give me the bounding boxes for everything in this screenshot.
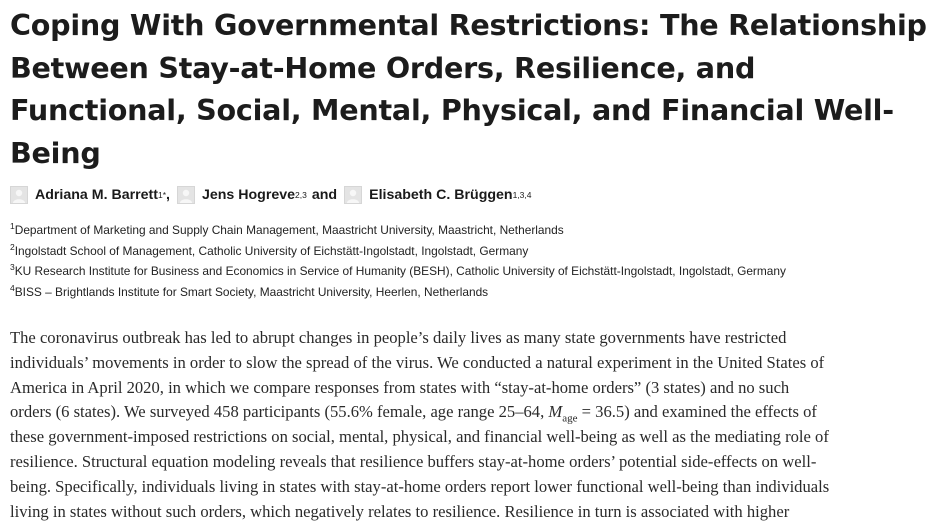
abstract-line: living in states without such orders, which negatively relates to resilience. Resilience in turn is associated with higher — [10, 501, 790, 521]
abstract-line: these government-imposed restrictions on social, mental, physical, and financial well-being as well as the mediating role of — [10, 427, 829, 447]
author-list — [10, 185, 531, 205]
author-name[interactable]: Adriana M. Barrett — [35, 187, 158, 203]
affiliation-text: KU Research Institute for Business and Economics in Service of Humanity (BESH), Catholic University of Eichstätt-Ingolstadt, Ingolstadt, Germany — [14, 264, 786, 279]
article-title — [10, 4, 932, 174]
author-hogreve[interactable]: Jens Hogreve 2,3 and — [177, 186, 337, 204]
abstract-line: individuals’ movements in order to slow the spread of the virus. We conducted a natural experiment in the United States of — [10, 352, 825, 372]
affiliation-item — [10, 282, 786, 303]
affiliation-number: 3 — [10, 262, 15, 273]
author-barrett[interactable]: Adriana M. Barrett 1* , — [10, 186, 170, 204]
person-silhouette-icon — [10, 186, 28, 204]
title-line: Between Stay-at-Home Orders, Resilience, and — [10, 50, 756, 85]
abstract-text: = 36.5) and examined the effects of — [577, 402, 817, 422]
abstract-text: orders (6 states). We surveyed 458 participants (55.6% female, age range 25–64, — [10, 402, 549, 422]
abstract-line: The coronavirus outbreak has led to abrupt changes in people’s daily lives as many state governments have restricted — [10, 328, 787, 347]
title-line: Being — [10, 135, 101, 170]
mean-subscript: age — [562, 412, 578, 425]
abstract-line: being. Specifically, individuals living in states with stay-at-home orders report lower functional well-being than individuals — [10, 476, 830, 496]
affiliation-text: Ingolstadt School of Management, Catholic University of Eichstätt-Ingolstadt, Ingolstadt, Germany — [14, 243, 529, 258]
author-bruggen[interactable]: Elisabeth C. Brüggen 1,3,4 — [344, 186, 531, 204]
person-silhouette-icon — [177, 186, 195, 204]
person-silhouette-icon — [344, 186, 362, 204]
affiliation-number: 1 — [10, 221, 15, 232]
affiliation-number: 2 — [10, 241, 15, 252]
abstract-line — [10, 400, 930, 425]
mean-symbol: M — [548, 402, 563, 422]
author-name[interactable]: Jens Hogreve — [201, 187, 296, 203]
abstract-line: resilience. Structural equation modeling reveals that resilience buffers stay-at-home orders’ potential side-effects on well- — [10, 451, 817, 471]
author-name[interactable]: Elisabeth C. Brüggen — [369, 187, 513, 203]
affiliation-text: BISS – Brightlands Institute for Smart Society, Maastricht University, Heerlen, Netherlands — [14, 285, 489, 300]
affiliation-text: Department of Marketing and Supply Chain Management, Maastricht University, Maastricht, Netherlands — [14, 223, 564, 237]
title-line: Functional, Social, Mental, Physical, and Financial Well- — [10, 93, 894, 127]
affiliation-item — [10, 241, 786, 262]
affiliation-number: 4 — [10, 283, 15, 294]
affiliation-item — [10, 220, 786, 241]
abstract-line: America in April 2020, in which we compare responses from states with “stay-at-home orders” (3 states) and no such — [10, 377, 790, 397]
affiliation-list — [10, 220, 786, 303]
abstract — [10, 326, 930, 524]
author-separator: , — [166, 187, 170, 203]
title-line: Coping With Governmental Restrictions: The Relationship — [10, 8, 927, 42]
affiliation-item — [10, 261, 786, 282]
author-separator: and — [311, 187, 338, 203]
